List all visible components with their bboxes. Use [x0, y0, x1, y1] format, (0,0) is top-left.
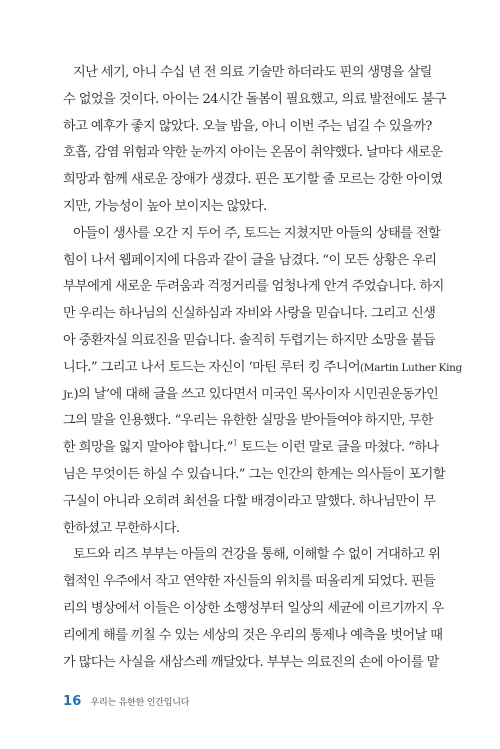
text-line: 아 중환자실 의료진을 믿습니다. 솔직히 두렵기는 하지만 소망을 붙듭: [63, 332, 436, 348]
page-number: 16: [63, 693, 82, 709]
text-line: [63, 435, 441, 462]
text-segment: 토드는 이런 말로 글을 마쳤다. “하나: [237, 440, 439, 456]
paragraph-first-line: 토드와 리즈 부부는 아들의 건강을 통해, 이해할 수 없이 거대하고 위: [73, 547, 441, 563]
text-line: 리의 병상에서 이들은 이상한 소행성부터 일상의 세균에 이르기까지 우: [63, 600, 444, 616]
text-line: 지만, 가능성이 높아 보이지는 않았다.: [63, 198, 267, 214]
english-name-inline: Jr.: [63, 388, 74, 401]
text-line: 구실이 아니라 오히려 최선을 다할 배경이라고 말했다. 하나님만이 무: [63, 493, 436, 509]
text-line: 힘이 나서 웹페이지에 다음과 같이 글을 남겼다. “이 모든 상황은 우리: [63, 252, 437, 268]
english-name-inline: (Martin Luther King: [359, 361, 463, 374]
text-line: 가 많다는 사실을 새삼스레 깨달았다. 부부는 의료진의 손에 아이를 맡: [63, 654, 439, 670]
text-line: 희망과 함께 새로운 장애가 생겼다. 핀은 포기할 줄 모르는 강한 아이였: [63, 172, 443, 188]
text-line: 호흡, 감염 위험과 약한 눈까지 아이는 온몸이 취약했다. 날마다 새로운: [63, 145, 443, 161]
running-book-title: 우리는 유한한 인간입니다: [90, 697, 190, 708]
footnote-marker[interactable]: 1: [232, 438, 238, 448]
text-line: [63, 382, 441, 409]
text-line: 한하셨고 무한하시다.: [63, 520, 180, 536]
text-line: [63, 355, 463, 382]
text-line: 만 우리는 하나님의 신실하심과 자비와 사랑을 믿습니다. 그리고 신생: [63, 306, 436, 322]
text-segment: 니다.” 그리고 나서 토드는 자신이 ‘마틴 루터 킹 주니어: [63, 359, 360, 375]
text-segment: 한 희망을 잃지 말아야 합니다.”: [63, 440, 233, 456]
text-line: 리에게 해를 끼칠 수 있는 세상의 것은 우리의 통제나 예측을 벗어날 때: [63, 627, 443, 643]
text-segment: )의 날’에 대해 글을 쓰고 있다면서 미국인 목사이자 시민권운동가인: [73, 386, 439, 402]
page-footer: [63, 693, 189, 709]
text-line: 협적인 우주에서 작고 연약한 자신들의 위치를 떠올리게 되었다. 핀들: [63, 574, 436, 590]
text-line: 그의 말을 인용했다. “우리는 유한한 실망을 받아들여야 하지만, 무한: [63, 413, 433, 429]
text-line: 부부에게 새로운 두려움과 걱정거리를 엄청나게 안겨 주었습니다. 하지: [63, 279, 444, 295]
body-text: [63, 60, 463, 676]
paragraph-first-line: 지난 세기, 아니 수십 년 전 의료 기술만 하더라도 핀의 생명을 살릴: [73, 65, 432, 80]
text-line: 수 없었을 것이다. 아이는 24시간 돌봄이 필요했고, 의료 발전에도 불구: [63, 91, 446, 107]
paragraph-first-line: 아들이 생사를 오간 지 두어 주, 토드는 지쳤지만 아들의 상태를 전할: [73, 225, 441, 241]
text-line: 님은 무엇이든 하실 수 있습니다.” 그는 인간의 한계는 의사들이 포기할: [63, 466, 445, 482]
text-line: 하고 예후가 좋지 않았다. 오늘 밤을, 아니 이번 주는 넘길 수 있을까?: [63, 118, 432, 134]
